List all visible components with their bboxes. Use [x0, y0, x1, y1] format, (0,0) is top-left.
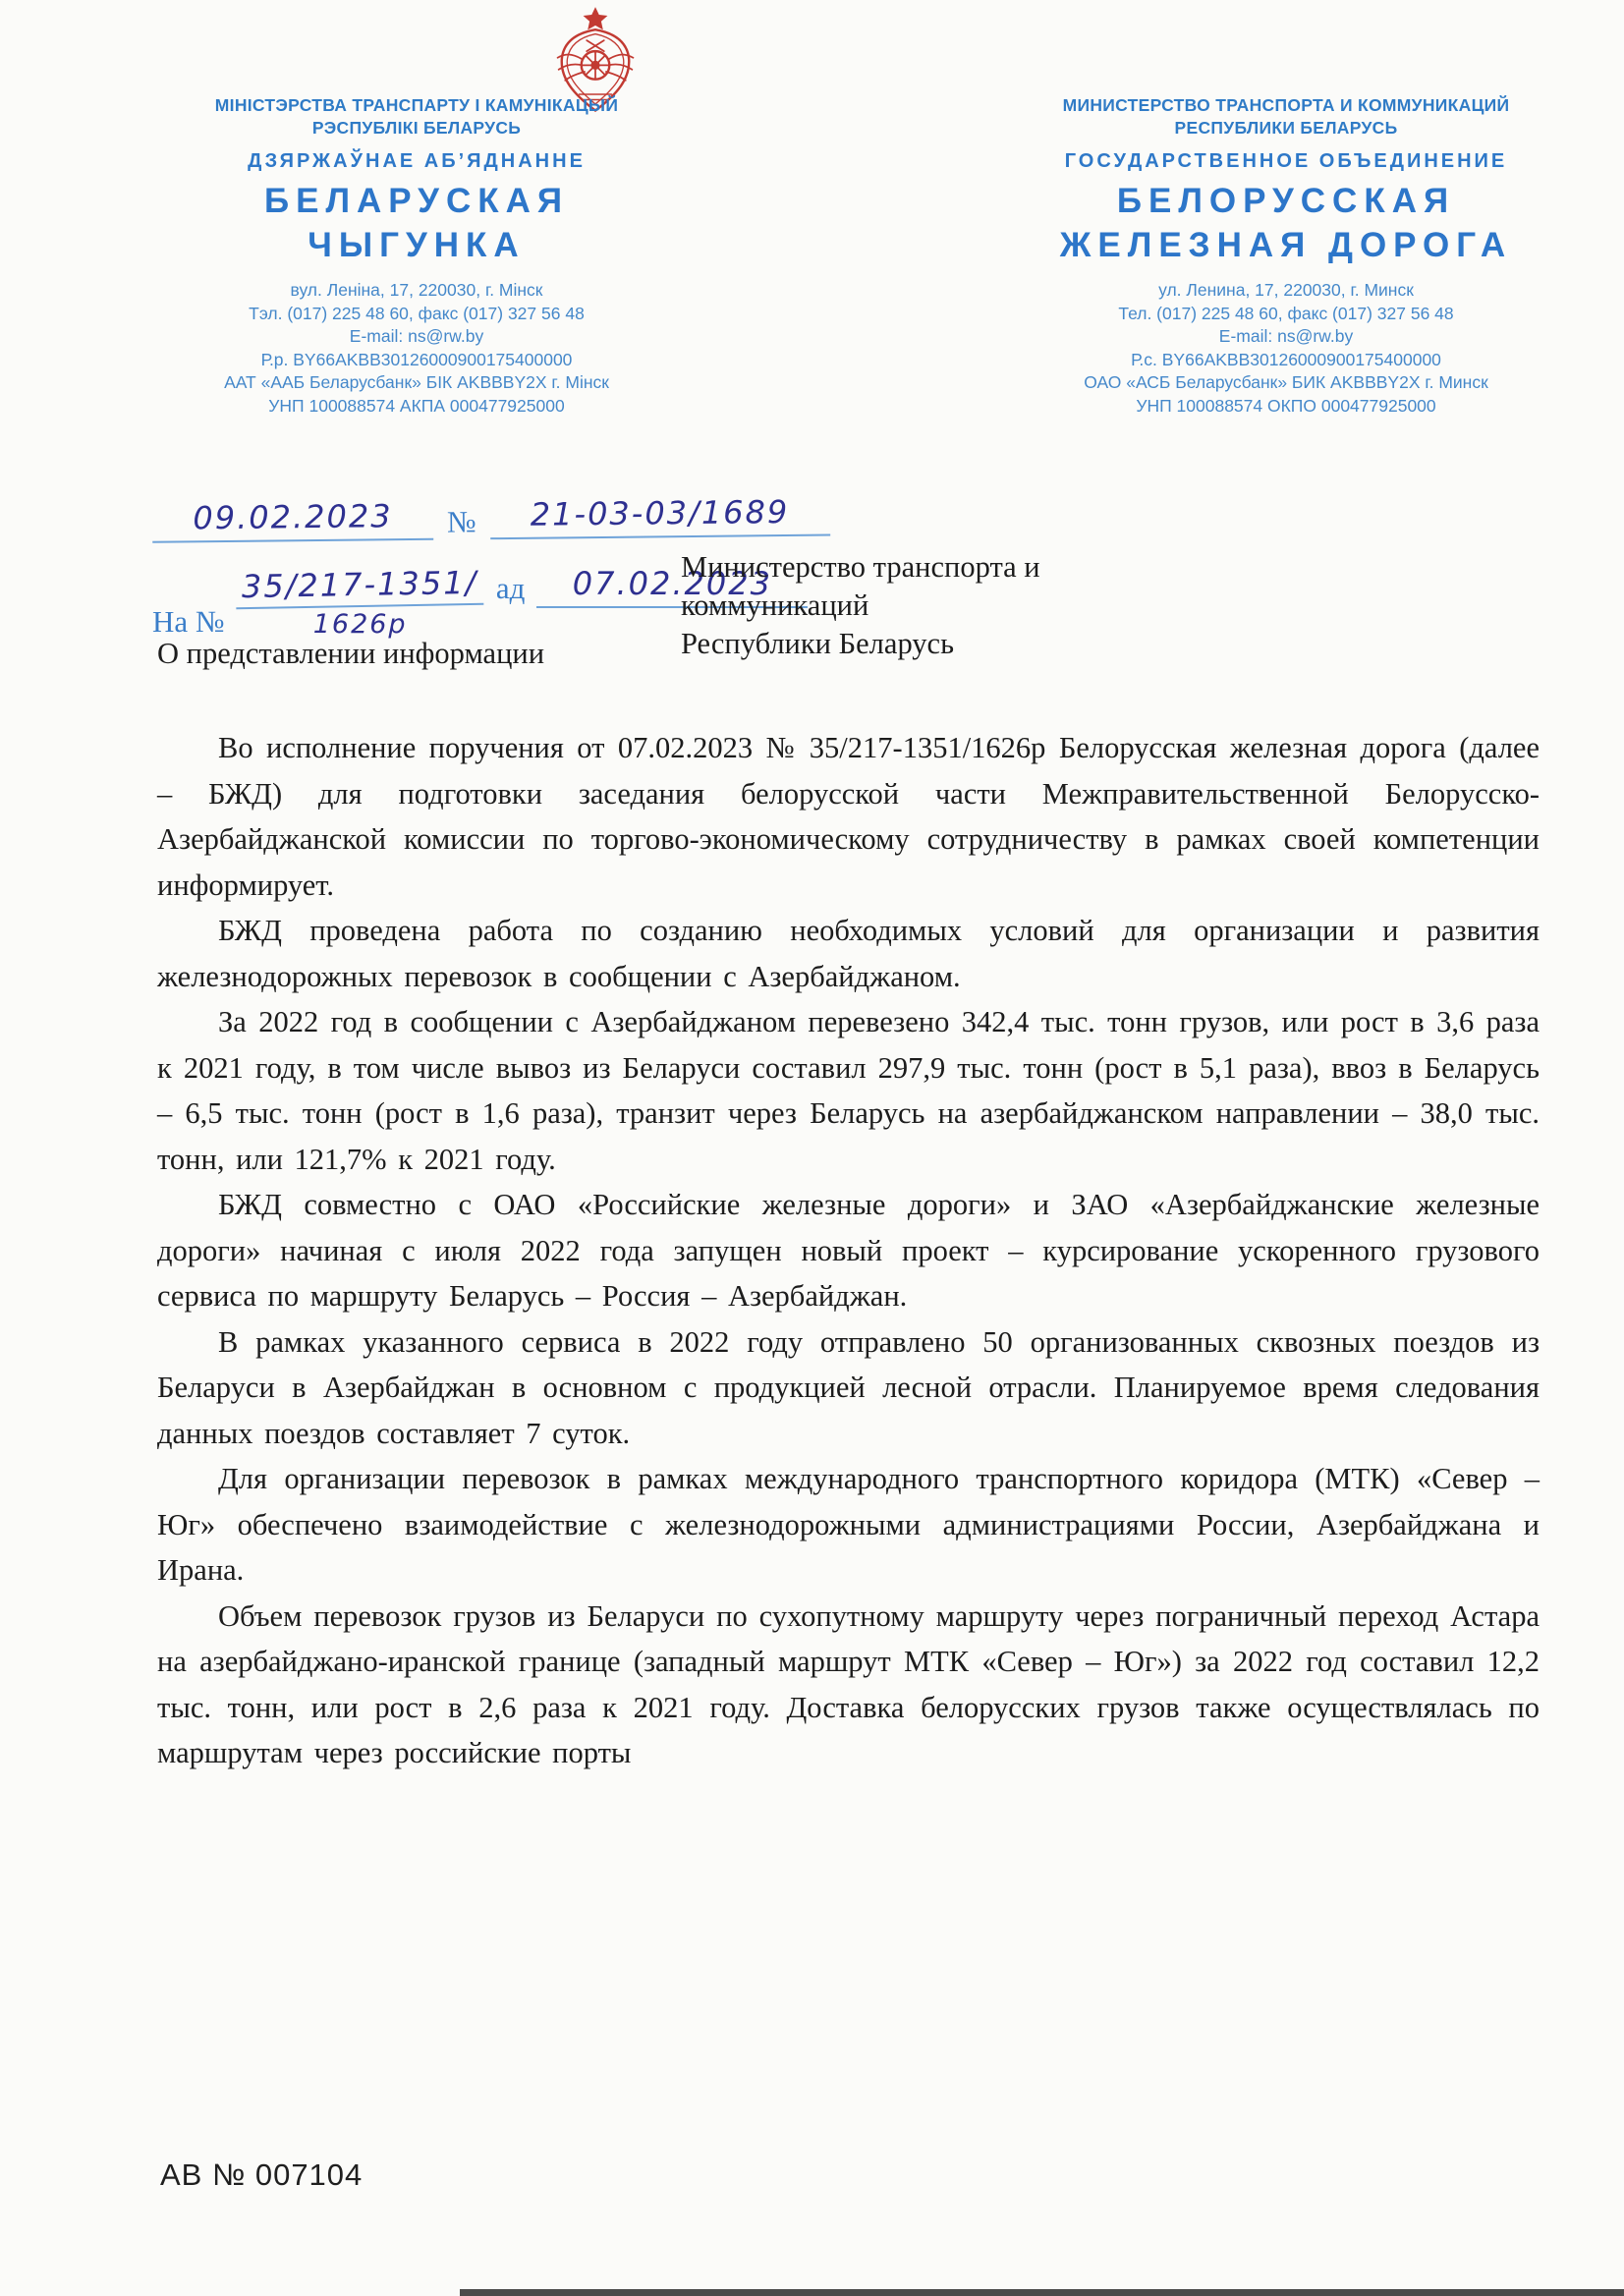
scan-edge-artifact — [460, 2289, 1624, 2296]
org-type-by: ДЗЯРЖАЎНАЕ АБ’ЯДНАННЕ — [248, 150, 586, 172]
incoming-number-handwritten — [236, 563, 483, 640]
phone-by: Тэл. (017) 225 48 60, факс (017) 327 56 48 — [249, 303, 585, 323]
reply-to-label: На № — [152, 604, 225, 639]
email-by: E-mail: ns@rw.by — [349, 326, 484, 346]
letter-body — [157, 725, 1540, 1776]
bank-by: ААТ «ААБ Беларусбанк» БІК AKBBBY2X г. Мінск — [224, 372, 609, 392]
outgoing-reference-line — [152, 492, 860, 543]
paragraph: БЖД совместно с ОАО «Российские железные дороги» и ЗАО «Азербайджанские железные дороги» начиная с июля 2022 года запущен новый проект – курсирование ускоренного грузового сервиса по маршруту Беларусь – Россия – Азербайджан. — [157, 1188, 1540, 1313]
bank-ru: ОАО «АСБ Беларусбанк» БИК AKBBBY2X г. Минск — [1084, 372, 1488, 392]
account-ru: Р.с. BY66AKBB30126000900175400000 — [1131, 349, 1441, 369]
letterhead-belarusian — [140, 94, 693, 418]
subject-line: О представлении информации — [157, 637, 545, 670]
addressee-block — [681, 548, 1270, 663]
ministry-name-ru-line2: РЕСПУБЛИКИ БЕЛАРУСЬ — [1174, 118, 1398, 138]
account-by: Р.р. BY66AKBB30126000900175400000 — [260, 349, 573, 369]
letterhead-russian — [1010, 94, 1562, 418]
address-by: вул. Леніна, 17, 220030, г. Мінск — [290, 280, 543, 300]
phone-ru: Тел. (017) 225 48 60, факс (017) 327 56 48 — [1118, 303, 1454, 323]
ministry-name-by-line2: РЭСПУБЛІКІ БЕЛАРУСЬ — [311, 118, 522, 138]
org-type-ru: ГОСУДАРСТВЕННОЕ ОБЪЕДИНЕНИЕ — [1064, 150, 1508, 172]
addressee-line3: Республики Беларусь — [681, 627, 954, 660]
paragraph: Объем перевозок грузов из Беларуси по сухопутному маршруту через пограничный переход Астара на азербайджано-иранской границе (западный маршрут МТК «Север – Юг») за 2022 год составил 12,2 тыс. тонн, или рост в 2,6 раза к 2021 году. Доставка белорусских грузов также осуществлялась по маршрутам через российские порты — [157, 1598, 1540, 1769]
from-date-label: ад — [495, 571, 526, 605]
ids-ru: УНП 100088574 ОКПО 000477925000 — [1136, 395, 1436, 416]
paragraph: БЖД проведена работа по созданию необходимых условий для организации и развития железнодорожных перевозок в сообщении с Азербайджаном. — [157, 914, 1540, 993]
paragraph: Для организации перевозок в рамках международного транспортного коридора (МТК) «Север – Юг» обеспечено взаимодействие с железнодорожными администрациями России, Азербайджана и Ирана. — [157, 1462, 1540, 1587]
email-ru: E-mail: ns@rw.by — [1218, 326, 1354, 346]
incoming-number-top: 35/217-1351/ — [236, 564, 484, 609]
paragraph: В рамках указанного сервиса в 2022 году отправлено 50 организованных сквозных поездов из Беларуси в Азербайджан в основном с продукцией лесной отрасли. Планируемое время следования данных поездов составляет 7 суток. — [157, 1324, 1540, 1450]
org-name-ru-line1: БЕЛОРУССКАЯ — [1116, 182, 1456, 220]
ministry-name-ru-line1: МИНИСТЕРСТВО ТРАНСПОРТА И КОММУНИКАЦИЙ — [1062, 95, 1510, 115]
address-ru: ул. Ленина, 17, 220030, г. Минск — [1158, 280, 1414, 300]
paragraph: Во исполнение поручения от 07.02.2023 № 35/217-1351/1626р Белорусская железная дорога (далее – БЖД) для подготовки заседания белорусской части Межправительственной Белорусско-Азербайджанской комиссии по торгово-экономическому сотрудничеству в рамках своей компетенции информирует. — [157, 731, 1540, 902]
outgoing-date-handwritten: 09.02.2023 — [152, 497, 433, 543]
blank-form-number: АВ № 007104 — [160, 2157, 364, 2192]
addressee-line2: коммуникаций — [681, 588, 869, 622]
org-name-by-line1: БЕЛАРУСКАЯ — [263, 182, 570, 220]
org-name-by-line2: ЧЫГУНКА — [308, 226, 526, 264]
outgoing-number-handwritten: 21-03-03/1689 — [489, 493, 829, 540]
ids-by: УНП 100088574 АКПА 000477925000 — [268, 395, 565, 416]
org-name-ru-line2: ЖЕЛЕЗНАЯ ДОРОГА — [1059, 226, 1513, 264]
ministry-name-by-line1: МІНІСТЭРСТВА ТРАНСПАРТУ І КАМУНІКАЦЫЙ — [214, 95, 619, 115]
number-sign-label: № — [446, 504, 476, 539]
incoming-date-handwritten: 07.02.2023 — [536, 565, 808, 608]
incoming-number-bottom: 1626р — [312, 609, 408, 640]
paragraph: За 2022 год в сообщении с Азербайджаном перевезено 342,4 тыс. тонн грузов, или рост в 3,6 раза к 2021 году, в том числе вывоз из Беларуси составил 297,9 тыс. тонн (рост в 5,1 раза), ввоз в Беларусь – 6,5 тыс. тонн (рост в 1,6 раза), транзит через Беларусь на азербайджанском направлении – 38,0 тыс. тонн, или 121,7% к 2021 году. — [157, 1005, 1540, 1176]
addressee-line1: Министерство транспорта и — [681, 550, 1040, 584]
